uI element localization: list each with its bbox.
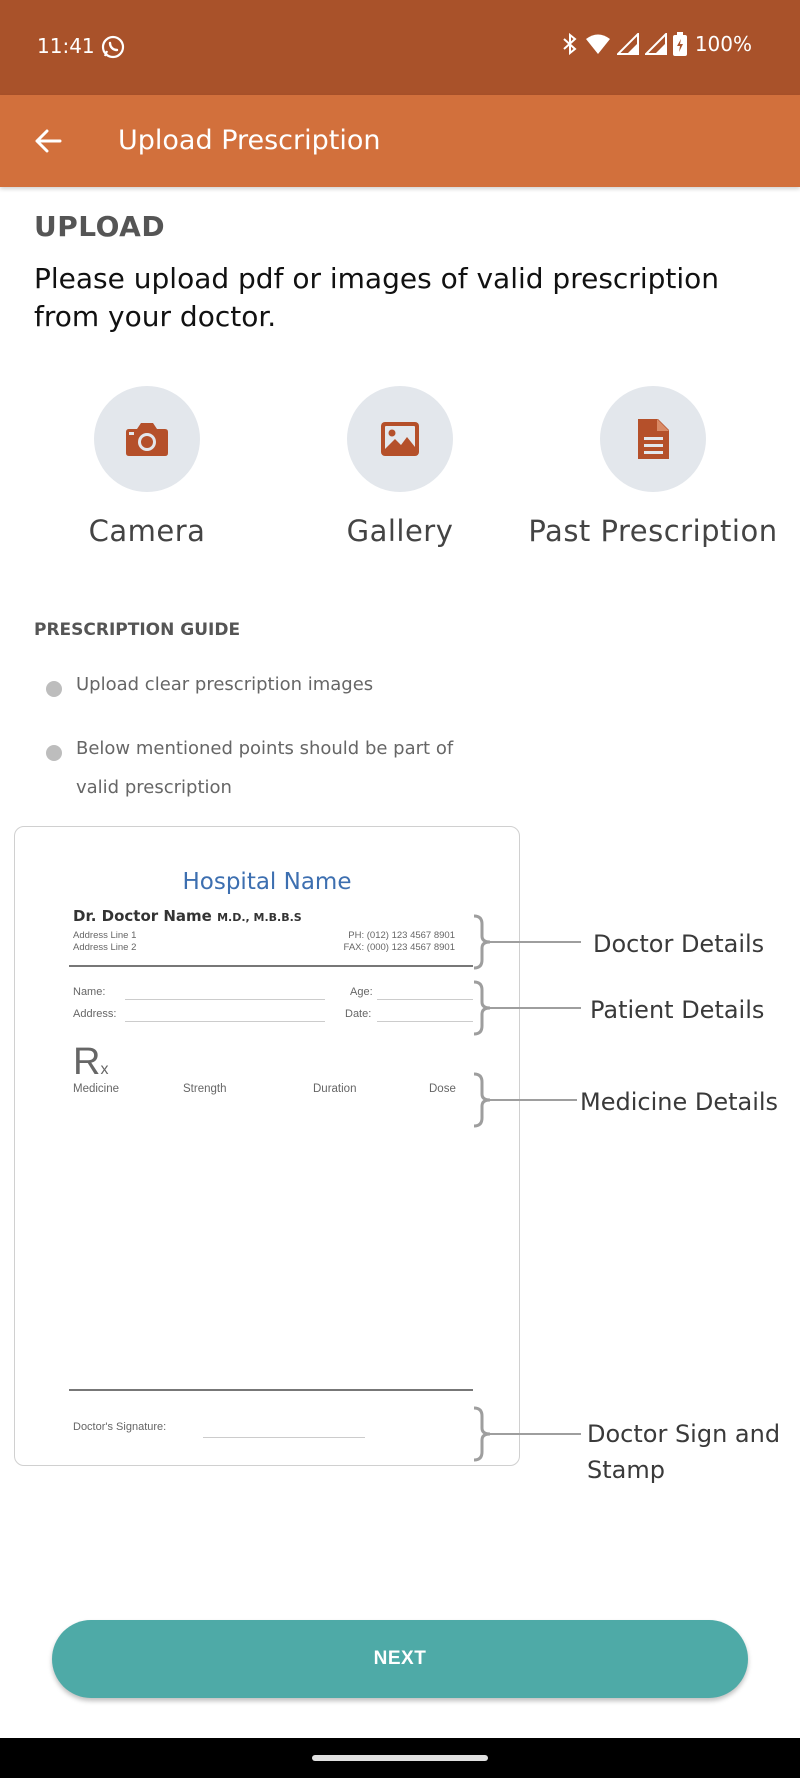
annotation-line xyxy=(489,941,581,943)
name-line xyxy=(125,999,325,1000)
status-bar xyxy=(0,0,800,95)
gallery-option-circle[interactable] xyxy=(347,386,453,492)
whatsapp-icon xyxy=(101,35,125,59)
gallery-option[interactable] xyxy=(270,386,530,548)
date-line xyxy=(377,1021,473,1022)
column-medicine: Medicine xyxy=(73,1083,120,1095)
date-label: Date: xyxy=(345,1008,372,1020)
doctor-sign-label: Doctor Sign and Stamp xyxy=(587,1420,781,1484)
page-title: Upload Prescription xyxy=(118,125,381,156)
guide-item xyxy=(46,674,496,704)
bluetooth-icon xyxy=(561,33,579,55)
upload-description: Please upload pdf or images of valid prescription from your doctor. xyxy=(34,262,720,333)
doctor-details-label: Doctor Details xyxy=(593,930,765,958)
back-button[interactable] xyxy=(28,121,68,161)
bullet-icon xyxy=(46,681,62,697)
document-icon xyxy=(636,418,670,460)
rx-symbol: Rx xyxy=(73,1041,109,1083)
past-prescription-option-label: Past Prescription xyxy=(528,514,778,548)
wifi-icon xyxy=(585,33,611,55)
address-label: Address: xyxy=(73,1008,117,1020)
gallery-option-label: Gallery xyxy=(346,514,454,548)
address-field-line xyxy=(125,1021,325,1022)
guide-heading: PRESCRIPTION GUIDE xyxy=(34,620,241,640)
bullet-icon xyxy=(46,745,62,761)
past-prescription-option[interactable] xyxy=(523,386,783,548)
signal-icon xyxy=(617,33,639,55)
age-line xyxy=(377,999,473,1000)
doctor-degree: M.D., M.B.B.S xyxy=(217,911,302,924)
doctor-phone: PH: (012) 123 4567 8901 xyxy=(348,930,455,941)
column-duration: Duration xyxy=(313,1083,357,1095)
arrow-left-icon xyxy=(34,129,62,153)
annotation-line xyxy=(489,1007,581,1009)
guide-item-text: Below mentioned points should be part of valid prescription xyxy=(76,738,454,798)
guide-item-text: Upload clear prescription images xyxy=(76,674,374,695)
battery-percent: 100% xyxy=(694,32,752,56)
camera-option-circle[interactable] xyxy=(94,386,200,492)
app-bar xyxy=(0,95,800,187)
patient-details-label: Patient Details xyxy=(590,996,765,1024)
doctor-fax: FAX: (000) 123 4567 8901 xyxy=(343,942,455,953)
past-prescription-option-circle[interactable] xyxy=(600,386,706,492)
signal-icon-2 xyxy=(645,33,667,55)
upload-heading: UPLOAD xyxy=(34,210,166,243)
signature-label: Doctor's Signature: xyxy=(73,1421,167,1433)
sample-prescription xyxy=(14,826,520,1466)
address-line-1: Address Line 1 xyxy=(73,930,137,941)
divider xyxy=(69,1389,473,1391)
medicine-details-label: Medicine Details xyxy=(580,1088,779,1116)
camera-option-label: Camera xyxy=(88,514,206,548)
image-icon xyxy=(380,421,420,457)
signature-line xyxy=(203,1437,365,1438)
status-icons xyxy=(561,32,752,56)
next-button[interactable]: NEXT xyxy=(52,1620,748,1698)
status-time: 11:41 xyxy=(37,34,95,58)
hospital-name: Hospital Name xyxy=(182,869,352,895)
column-dose: Dose xyxy=(429,1083,456,1095)
camera-option[interactable] xyxy=(17,386,277,548)
home-gesture-handle[interactable] xyxy=(312,1755,488,1761)
divider xyxy=(69,965,473,967)
annotation-line xyxy=(489,1099,577,1101)
annotation-line xyxy=(489,1433,581,1435)
guide-item xyxy=(46,738,476,807)
battery-icon xyxy=(673,32,687,56)
age-label: Age: xyxy=(350,986,373,998)
doctor-name: Dr. Doctor Name M.D., M.B.B.S xyxy=(73,907,302,925)
name-label: Name: xyxy=(73,986,106,998)
camera-icon xyxy=(125,421,169,457)
column-strength: Strength xyxy=(183,1083,227,1095)
address-line-2: Address Line 2 xyxy=(73,942,137,953)
system-nav-bar xyxy=(0,1738,800,1778)
